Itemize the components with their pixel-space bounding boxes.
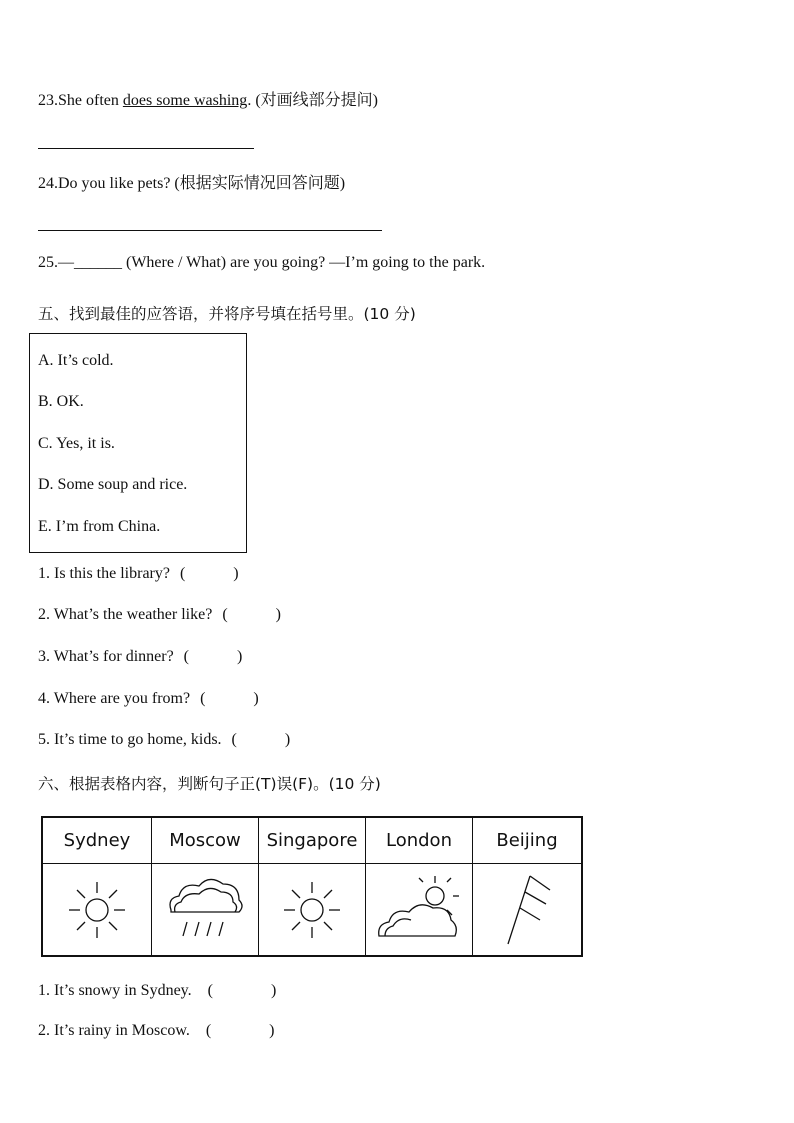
city-moscow: Moscow	[152, 817, 259, 864]
section6-question-1	[38, 982, 276, 1000]
option-c: C. Yes, it is.	[38, 435, 115, 452]
options-box	[29, 333, 247, 553]
question-text: —______ (Where / What) are you going? —I’m going to the park.	[58, 254, 486, 271]
question-text: 2. What’s the weather like?	[38, 606, 213, 623]
section6-heading: 六、根据表格内容，判断句子正(T)误(F)。(10 分)	[38, 775, 381, 793]
answer-parentheses[interactable]: ( )	[231, 731, 291, 748]
question-25	[38, 254, 485, 272]
weather-cell-sydney	[42, 864, 152, 957]
question-text: 1. Is this the library?	[38, 565, 170, 582]
answer-parentheses[interactable]: ( )	[183, 648, 243, 665]
answer-parentheses[interactable]: ( )	[222, 606, 281, 623]
answer-parentheses[interactable]: ( )	[207, 982, 277, 999]
question-number: 23.	[38, 92, 58, 109]
section5-question-1	[38, 565, 239, 583]
weather-table	[41, 816, 583, 957]
question-text: 2. It’s rainy in Moscow.	[38, 1022, 190, 1039]
question-23	[38, 87, 378, 110]
option-a: A. It’s cold.	[38, 352, 114, 369]
question-number: 24.	[38, 175, 58, 192]
city-beijing: Beijing	[473, 817, 583, 864]
question-text: 1. It’s snowy in Sydney.	[38, 982, 192, 999]
section5-question-5	[38, 731, 290, 749]
question-number: 25.	[38, 254, 58, 271]
answer-parentheses[interactable]: ( )	[200, 690, 259, 707]
answer-parentheses[interactable]: ( )	[179, 565, 239, 582]
question-text: Do you like pets? (根据实际情况回答问题)	[58, 175, 346, 192]
option-e: E. I’m from China.	[38, 518, 161, 535]
question-text: 5. It’s time to go home, kids.	[38, 731, 222, 748]
section6-question-2	[38, 1022, 275, 1040]
question-24	[38, 170, 345, 193]
rain-cloud-icon	[163, 870, 247, 950]
question-instruction: . (对画线部分提问)	[247, 92, 378, 109]
section5-question-3	[38, 648, 242, 666]
underlined-phrase: does some washing	[122, 92, 248, 109]
section5-heading: 五、找到最佳的应答语，并将序号填在括号里。(10 分)	[38, 305, 416, 323]
wind-flag-icon	[492, 870, 562, 950]
weather-cell-beijing	[473, 864, 583, 957]
sun-icon	[277, 870, 347, 950]
weather-cell-singapore	[259, 864, 366, 957]
section5-question-4	[38, 690, 259, 708]
question-text: 4. Where are you from?	[38, 690, 191, 707]
sun-icon	[62, 870, 132, 950]
option-d: D. Some soup and rice.	[38, 476, 188, 493]
question-text: 3. What’s for dinner?	[38, 648, 174, 665]
section5-question-2	[38, 606, 281, 624]
sun-cloud-icon	[375, 870, 463, 950]
city-singapore: Singapore	[259, 817, 366, 864]
question-text: She often	[58, 92, 123, 109]
city-sydney: Sydney	[42, 817, 152, 864]
answer-line-24[interactable]	[38, 230, 382, 231]
option-b: B. OK.	[38, 393, 84, 410]
answer-parentheses[interactable]: ( )	[205, 1022, 275, 1039]
answer-line-23[interactable]	[38, 148, 254, 149]
weather-cell-moscow	[152, 864, 259, 957]
city-london: London	[366, 817, 473, 864]
weather-cell-london	[366, 864, 473, 957]
